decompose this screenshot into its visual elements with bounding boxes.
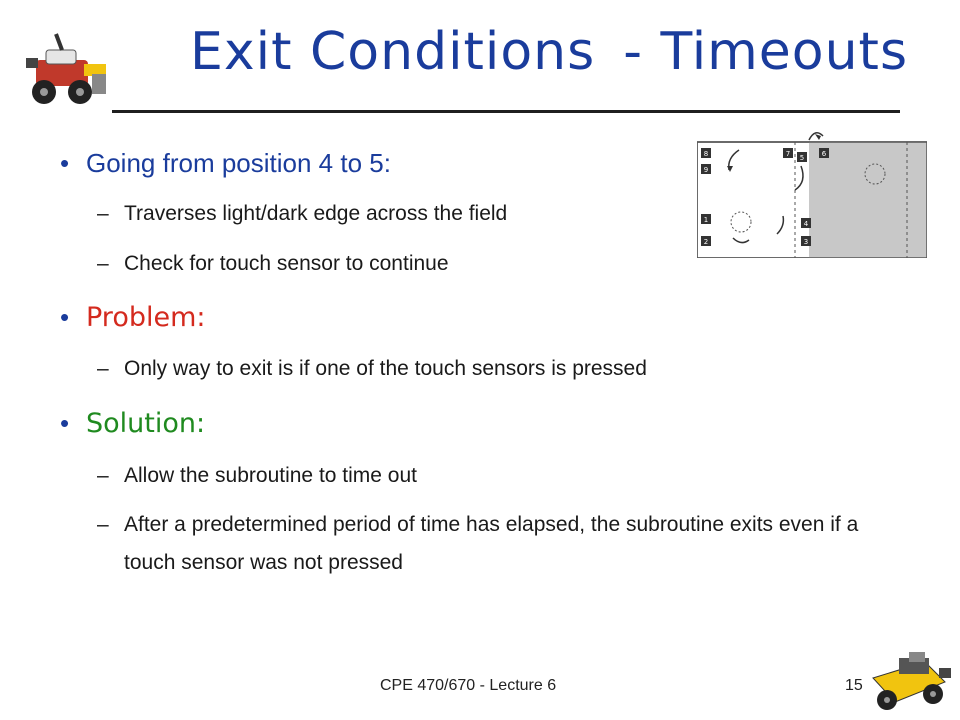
dash: – [97, 464, 109, 487]
bullet-text: Solution: [86, 408, 206, 439]
bullet-text: Problem: [86, 302, 206, 333]
sub-bullet-text: Only way to exit is if one of the touch sensors is pressed [124, 357, 647, 380]
dash: – [97, 357, 109, 380]
page-number: 15 [845, 677, 863, 694]
bullet-dot: • [60, 408, 70, 438]
sub-bullet-after [97, 506, 864, 582]
bullet-problem [60, 302, 205, 333]
bullet-solution [60, 408, 205, 439]
field-label: 5 [799, 154, 805, 162]
field-label: 6 [821, 150, 827, 158]
title-part-2: - Timeouts [623, 22, 909, 82]
sub-bullet-text: Allow the subroutine to time out [124, 464, 417, 487]
field-label: 3 [803, 238, 809, 246]
field-label: 2 [703, 238, 709, 246]
sub-bullet-text: Check for touch sensor to continue [124, 252, 449, 275]
robot-logo-icon [865, 648, 955, 718]
field-label: 8 [703, 150, 709, 158]
title-divider [112, 110, 900, 113]
robot-logo-icon [22, 30, 112, 110]
slide-title [190, 22, 909, 82]
field-label: 4 [803, 220, 809, 228]
title-part-1: Exit Conditions [190, 22, 596, 82]
dash: – [97, 252, 109, 275]
sub-bullet-text: Traverses light/dark edge across the field [124, 202, 508, 225]
field-diagram [697, 126, 927, 258]
bullet-going-from [60, 148, 391, 179]
bullet-dot: • [60, 148, 70, 178]
bullet-text: Going from position 4 to 5: [86, 148, 391, 178]
sub-bullet-check [97, 252, 449, 276]
sub-bullet-allow [97, 464, 417, 488]
dash: – [97, 513, 109, 536]
field-label: 7 [785, 150, 791, 158]
sub-bullet-only-way [97, 357, 647, 381]
footer-course: CPE 470/670 - Lecture 6 [380, 677, 557, 694]
sub-bullet-traverses [97, 202, 507, 226]
field-label: 9 [703, 166, 709, 174]
sub-bullet-text: After a predetermined period of time has elapsed, the subroutine exits even if a touch sensor was not pressed [124, 513, 859, 574]
bullet-dot: • [60, 302, 70, 332]
dash: – [97, 202, 109, 225]
field-label: 1 [703, 216, 709, 224]
